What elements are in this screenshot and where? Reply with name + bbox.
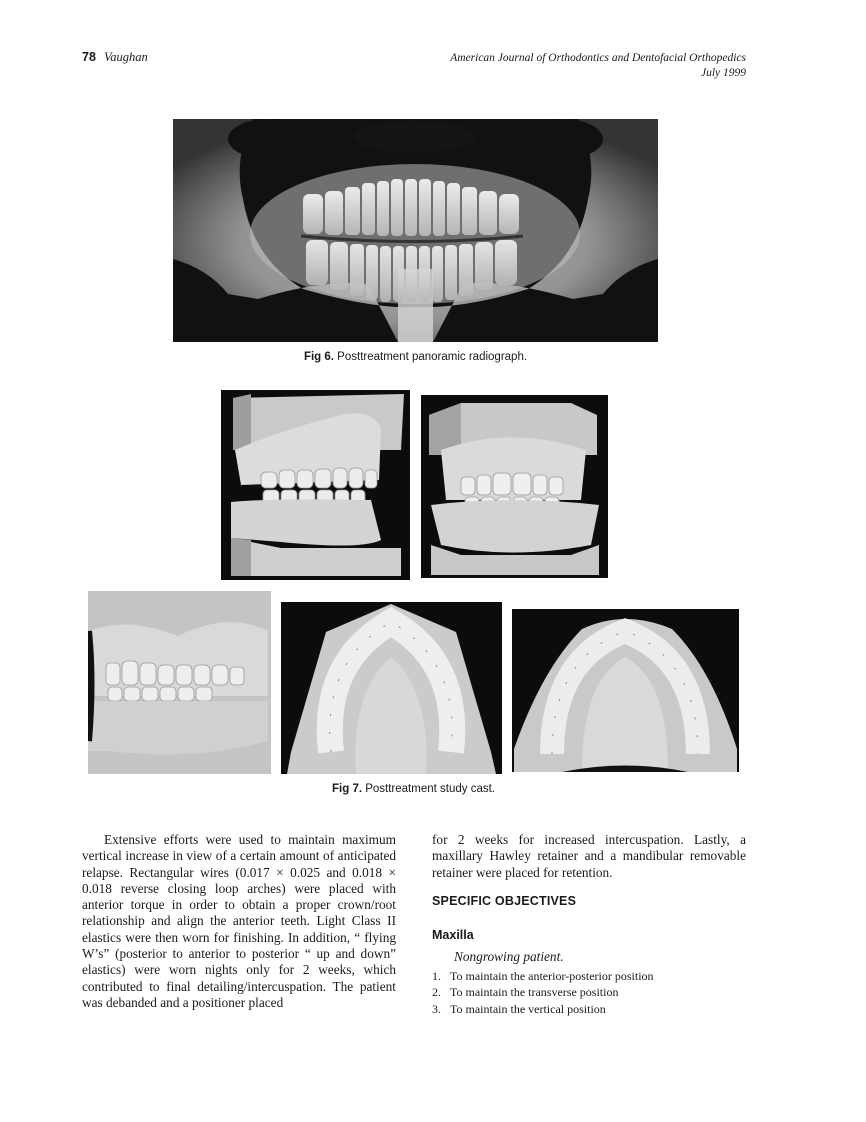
study-cast-frontal-image (421, 395, 608, 578)
objective-number: 3. (432, 1001, 441, 1016)
cast-left-lateral-graphic (88, 591, 271, 774)
body-column-left (82, 832, 396, 1011)
objective-item (432, 968, 746, 985)
cast-frontal-graphic (421, 395, 608, 578)
objective-item (432, 984, 746, 1001)
study-cast-maxillary-occlusal-image (281, 602, 502, 774)
panoramic-radiograph-graphic (173, 119, 658, 342)
study-cast-left-lateral-image (88, 591, 271, 774)
study-cast-mandibular-occlusal-image (512, 609, 739, 772)
fig7-label: Fig 7. (332, 783, 363, 795)
panoramic-radiograph-image (173, 119, 658, 342)
objective-number: 2. (432, 985, 441, 1000)
objective-text: To maintain the transverse position (450, 985, 619, 1000)
objectives-list (432, 968, 746, 1018)
body-paragraph-continued: for 2 weeks for increased intercuspation. Lastly, a maxillary Hawley retainer and a mandibular removable retainer were placed for retention. (432, 832, 746, 880)
fig7-caption-text: Posttreatment study cast. (362, 783, 495, 795)
objective-text: To maintain the anterior-posterior position (450, 968, 654, 983)
running-author: Vaughan (104, 50, 148, 64)
subsection-note: Nongrowing patient. (454, 949, 564, 965)
subsection-heading-maxilla: Maxilla (432, 928, 474, 943)
journal-header (450, 51, 746, 81)
objective-item (432, 1001, 746, 1018)
fig6-caption-text: Posttreatment panoramic radiograph. (333, 351, 528, 363)
study-cast-right-lateral-image (221, 390, 410, 580)
fig6-caption (173, 351, 658, 363)
fig6-label: Fig 6. (303, 351, 334, 363)
cast-mandibular-occlusal-graphic (512, 609, 739, 772)
cast-lateral-graphic (221, 390, 410, 580)
objective-text: To maintain the vertical position (450, 1001, 606, 1016)
body-paragraph: Extensive efforts were used to maintain maximum vertical increase in view of a certain amount of anticipated relapse. Rectangular wires (0.017 × 0.025 and 0.018 × 0.018 reverse closing loop arches) were placed with anterior torque in order to obtain a proper crown/root relationship and align the anterior teeth. Light Class II elastics were then worn for finishing. In addition, “ flying W’s” (posterior to anterior to posterior “ up and down” elastics) were worn nights only for 2 weeks, which contributed to final detailing/intercuspation. The patient was debanded and a positioner placed (82, 832, 396, 1010)
journal-title: American Journal of Orthodontics and Dentofacial Orthopedics (450, 52, 746, 64)
objective-number: 1. (432, 968, 441, 983)
body-column-right (432, 832, 746, 1017)
issue-date: July 1999 (700, 67, 746, 79)
cast-maxillary-occlusal-graphic (281, 602, 502, 774)
section-heading-specific-objectives: SPECIFIC OBJECTIVES (432, 893, 577, 908)
fig7-caption (88, 783, 739, 795)
page-number: 78 (82, 50, 96, 64)
